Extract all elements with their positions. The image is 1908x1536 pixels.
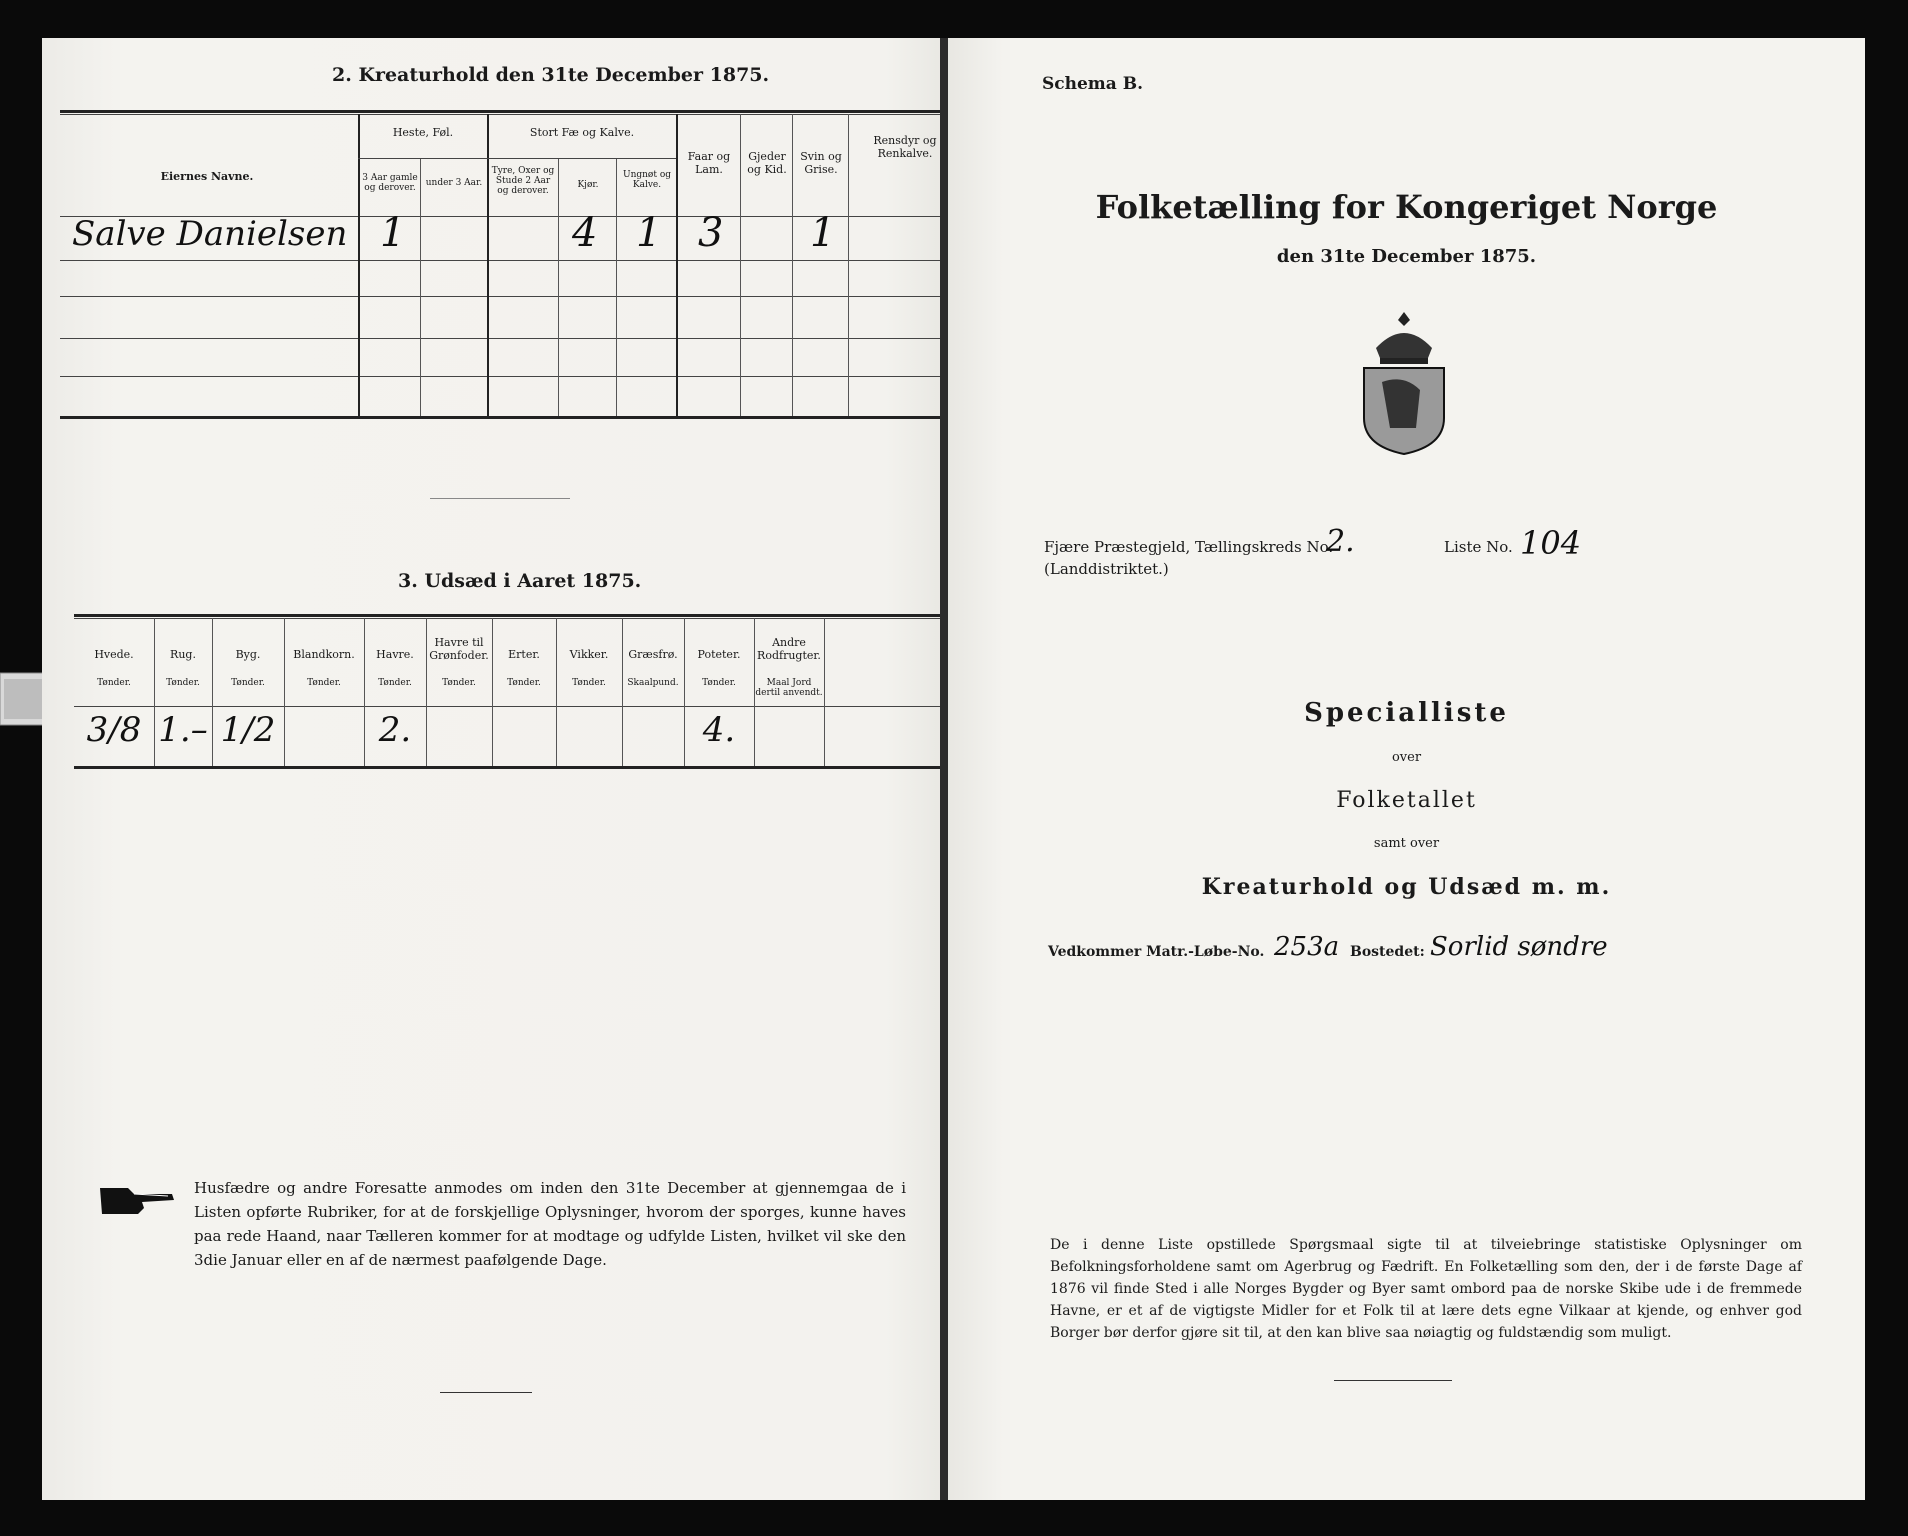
statistical-note: De i denne Liste opstillede Spørgsmaal sigte til at tilveiebringe statistiske Oplysninger om Befolkningsforholdene samt om Agerbrug og Fædrift. En Folketælling som den, der i de første Dage af 1876 vil finde Sted i alle Norges Bygder og Byer samt ombord paa de norske Skibe ude i de fremmede Havne, er et af de vigtigste Midler for et Folk til at lære dets egne Vilkaar at kjende, og enhver god Borger bør derfor gjøre sit til, at den kan blive saa nøiagtig og fuldstændig som muligt.: [1050, 1237, 1802, 1341]
left-page: [42, 38, 959, 1500]
col-horses: Heste, Føl.: [392, 126, 454, 139]
list-label: Liste No.: [1444, 538, 1513, 556]
seed-col-5-value: 2.: [378, 710, 412, 750]
seed-col-1-value: 3/8: [86, 710, 142, 750]
list-number: 104: [1520, 524, 1582, 562]
owner-name: Salve Danielsen: [72, 214, 348, 254]
seed-col-2-name: Rug.: [170, 648, 196, 661]
specialliste-title: Specialliste: [1304, 698, 1509, 728]
sheep-count: 3: [698, 210, 724, 256]
col-bulls: Tyre, Oxer og Stude 2 Aar og derover.: [491, 166, 555, 196]
seed-col-3-name: Byg.: [235, 648, 261, 661]
matr-number: 253a: [1274, 932, 1340, 962]
seed-col-1-name: Hvede.: [94, 648, 134, 661]
col-reindeer: Rensdyr og Renkalve.: [873, 134, 937, 160]
seed-col-8-name: Vikker.: [569, 648, 609, 661]
coat-of-arms-icon: [1354, 308, 1454, 456]
seed-col-5-name: Havre.: [376, 648, 414, 661]
seed-col-11-name: Andre Rodfrugter.: [757, 636, 821, 662]
seed-col-3-unit: Tønder.: [231, 678, 265, 688]
seed-col-2-unit: Tønder.: [166, 678, 200, 688]
bosted-value: Sorlid søndre: [1430, 932, 1608, 962]
col-sheep: Faar og Lam.: [687, 150, 731, 176]
pointing-hand-icon: [98, 1180, 178, 1220]
schema-label: Schema B.: [1042, 74, 1144, 94]
col-pigs: Svin og Grise.: [800, 150, 842, 176]
bosted-label: Bostedet:: [1350, 944, 1425, 960]
seed-col-11-unit: Maal Jord dertil anvendt.: [755, 678, 823, 698]
seed-heading: 3. Udsæd i Aaret 1875.: [398, 570, 642, 592]
cows-count: 4: [572, 210, 598, 256]
parish-label: Fjære Præstegjeld, Tællingskreds No.: [1044, 538, 1334, 556]
form-date: den 31te December 1875.: [1276, 246, 1537, 267]
seed-col-7-name: Erter.: [508, 648, 540, 661]
seed-col-3-value: 1/2: [220, 710, 276, 750]
col-goats: Gjeder og Kid.: [747, 150, 787, 176]
seed-col-6-name: Havre til Grønfoder.: [429, 636, 489, 662]
subtitle: Kreaturhold og Udsæd m. m.: [1201, 874, 1612, 900]
right-page: [948, 38, 1865, 1500]
seed-col-7-unit: Tønder.: [507, 678, 541, 688]
seed-col-1-unit: Tønder.: [97, 678, 131, 688]
col-horses-3yr: 3 Aar gamle og derover.: [362, 173, 418, 193]
rural-district-label: (Landdistriktet.): [1044, 560, 1169, 578]
seed-col-10-value: 4.: [702, 710, 736, 750]
seed-col-4-name: Blandkorn.: [293, 648, 355, 661]
col-cows: Kjør.: [577, 180, 599, 190]
seed-col-6-unit: Tønder.: [442, 678, 476, 688]
notice-text: Husfædre og andre Foresatte anmodes om inden den 31te December at gjennemgaa de i Listen opførte Rubriker, for at de forskjellige Oplysninger, hvorom der sporges, kunne haves paa rede Haand, naar Tælleren kommer for at modtage og udfylde Listen, hvilket vil ske den 3die Januar eller en af de nærmest paafølgende Dage.: [194, 1179, 906, 1269]
seed-col-5-unit: Tønder.: [378, 678, 412, 688]
col-owner: Eiernes Navne.: [160, 170, 254, 183]
form-title: Folketælling for Kongeriget Norge: [1095, 188, 1718, 226]
seed-col-9-name: Græsfrø.: [628, 648, 678, 661]
seed-col-8-unit: Tønder.: [572, 678, 606, 688]
seed-col-10-name: Poteter.: [697, 648, 741, 661]
young-cattle-count: 1: [636, 210, 662, 256]
district-number: 2.: [1326, 524, 1355, 559]
pigs-count: 1: [810, 210, 836, 256]
livestock-heading: 2. Kreaturhold den 31te December 1875.: [332, 64, 770, 86]
seed-col-10-unit: Tønder.: [702, 678, 736, 688]
samt-over-label: samt over: [1373, 836, 1440, 851]
seed-col-2-value: 1.–: [158, 710, 208, 750]
book-spine: [940, 38, 948, 1500]
folketallet-label: Folketallet: [1336, 788, 1477, 813]
col-horses-under3: under 3 Aar.: [425, 178, 483, 188]
seed-col-4-unit: Tønder.: [307, 678, 341, 688]
seed-col-9-unit: Skaalpund.: [627, 678, 679, 688]
matr-label: Vedkommer Matr.-Løbe-No.: [1048, 944, 1265, 960]
over-label: over: [1391, 750, 1422, 765]
horses-count: 1: [380, 210, 406, 256]
col-cattle: Stort Fæ og Kalve.: [529, 126, 635, 139]
col-young: Ungnøt og Kalve.: [622, 170, 671, 190]
